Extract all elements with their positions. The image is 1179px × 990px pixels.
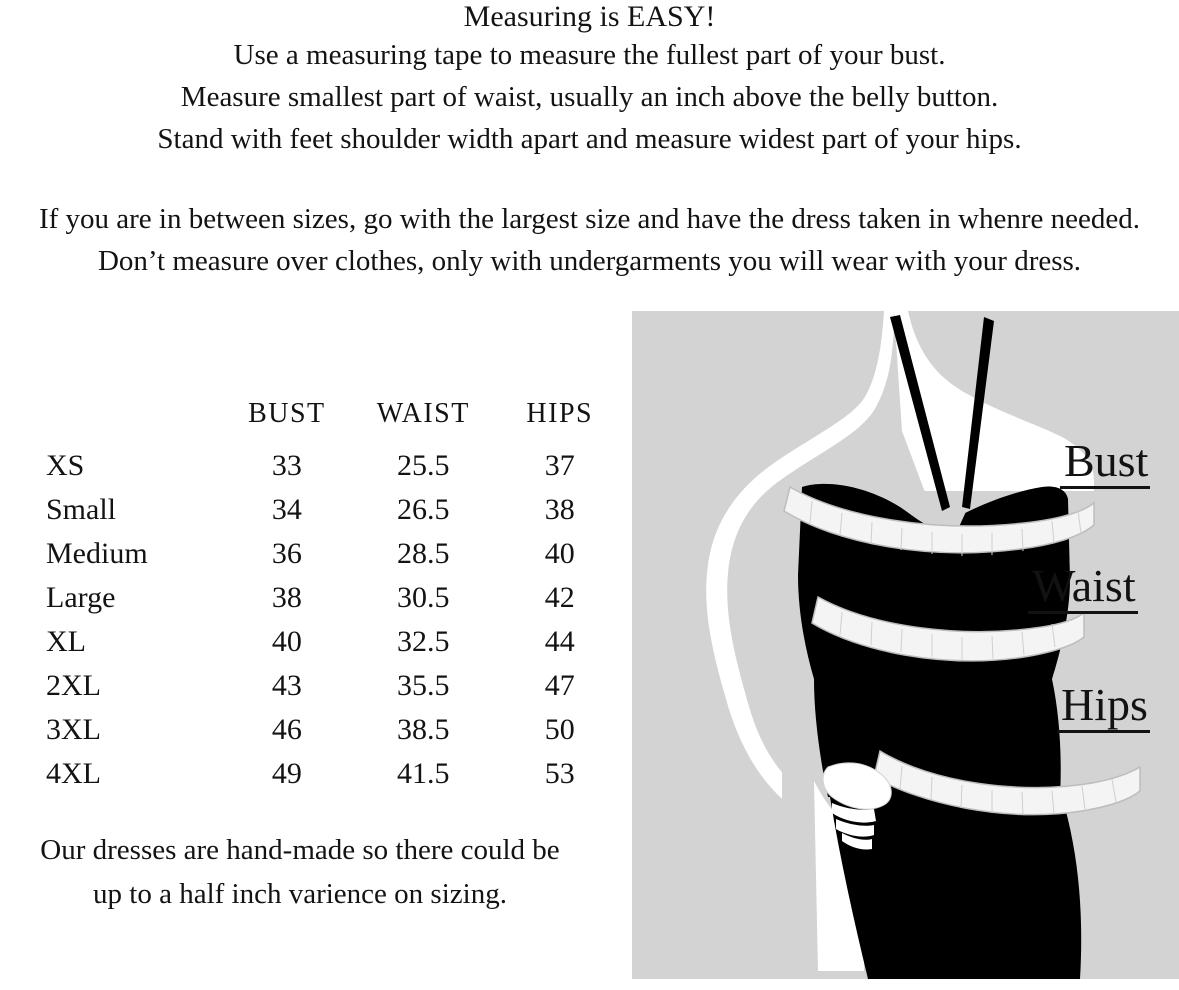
row-bust-value: 43 — [271, 669, 302, 702]
body-measurement-illustration — [632, 311, 1179, 979]
row-bust-value: 40 — [271, 625, 302, 658]
figure-svg — [632, 311, 1179, 979]
row-size-label: Large — [46, 581, 116, 614]
table-row — [28, 444, 628, 488]
row-bust-value: 38 — [271, 581, 302, 614]
row-hips-value: 50 — [544, 713, 575, 746]
row-hips-value: 40 — [544, 537, 575, 570]
row-size-label: 4XL — [46, 757, 101, 790]
row-bust-value: 46 — [271, 713, 302, 746]
header-waist — [355, 398, 491, 444]
table-row — [28, 532, 628, 576]
header-size — [28, 398, 219, 444]
measuring-instructions — [0, 0, 1179, 282]
row-bust-value: 36 — [271, 537, 302, 570]
table-row — [28, 752, 628, 796]
header-waist-label: WAIST — [376, 398, 470, 429]
row-hips-value: 38 — [544, 493, 575, 526]
row-waist-value: 25.5 — [397, 449, 450, 482]
row-waist-value: 38.5 — [397, 713, 450, 746]
table-row — [28, 664, 628, 708]
size-chart-header-row — [28, 398, 628, 444]
row-waist-value: 35.5 — [397, 669, 450, 702]
table-row — [28, 708, 628, 752]
header-bust-label: BUST — [248, 398, 326, 429]
label-bust: Bust — [1060, 438, 1150, 489]
row-hips-value: 53 — [544, 757, 575, 790]
row-waist-value: 30.5 — [397, 581, 450, 614]
dress-skirt — [830, 797, 1081, 979]
row-hips-value: 44 — [544, 625, 575, 658]
instruction-line-3: Stand with feet shoulder width apart and measure widest part of your hips. — [157, 123, 1022, 155]
handmade-variance-note: Our dresses are hand-made so there could be up to a half inch varience on sizing. — [40, 834, 560, 910]
label-hips: Hips — [1057, 682, 1150, 733]
table-row — [28, 488, 628, 532]
row-hips-value: 47 — [544, 669, 575, 702]
row-hips-value: 42 — [544, 581, 575, 614]
table-row — [28, 576, 628, 620]
row-size-label: Medium — [46, 537, 148, 570]
row-size-label: 3XL — [46, 713, 101, 746]
instructions-headline: Measuring is EASY! — [463, 0, 716, 33]
instruction-line-1: Use a measuring tape to measure the fullest part of your bust. — [233, 39, 946, 71]
row-size-label: XL — [46, 625, 86, 658]
instruction-note-1: If you are in between sizes, go with the largest size and have the dress taken in whenre needed. — [38, 203, 1141, 235]
table-row — [28, 620, 628, 664]
header-bust — [219, 398, 355, 444]
instruction-note-2: Don’t measure over clothes, only with undergarments you will wear with your dress. — [97, 245, 1082, 277]
instruction-line-2: Measure smallest part of waist, usually an inch above the belly button. — [180, 81, 999, 113]
size-chart-body — [28, 444, 628, 796]
row-hips-value: 37 — [544, 449, 575, 482]
row-size-label: 2XL — [46, 669, 101, 702]
label-waist: Waist — [1028, 563, 1138, 614]
row-waist-value: 41.5 — [397, 757, 450, 790]
row-size-label: XS — [46, 449, 85, 482]
row-waist-value: 32.5 — [397, 625, 450, 658]
row-waist-value: 26.5 — [397, 493, 450, 526]
row-bust-value: 49 — [271, 757, 302, 790]
header-hips-label: HIPS — [526, 398, 594, 429]
row-bust-value: 33 — [271, 449, 302, 482]
header-hips — [492, 398, 628, 444]
instructions-spacer — [0, 160, 1179, 198]
row-waist-value: 28.5 — [397, 537, 450, 570]
size-chart-table — [28, 398, 628, 796]
row-size-label: Small — [46, 493, 117, 526]
row-bust-value: 34 — [271, 493, 302, 526]
